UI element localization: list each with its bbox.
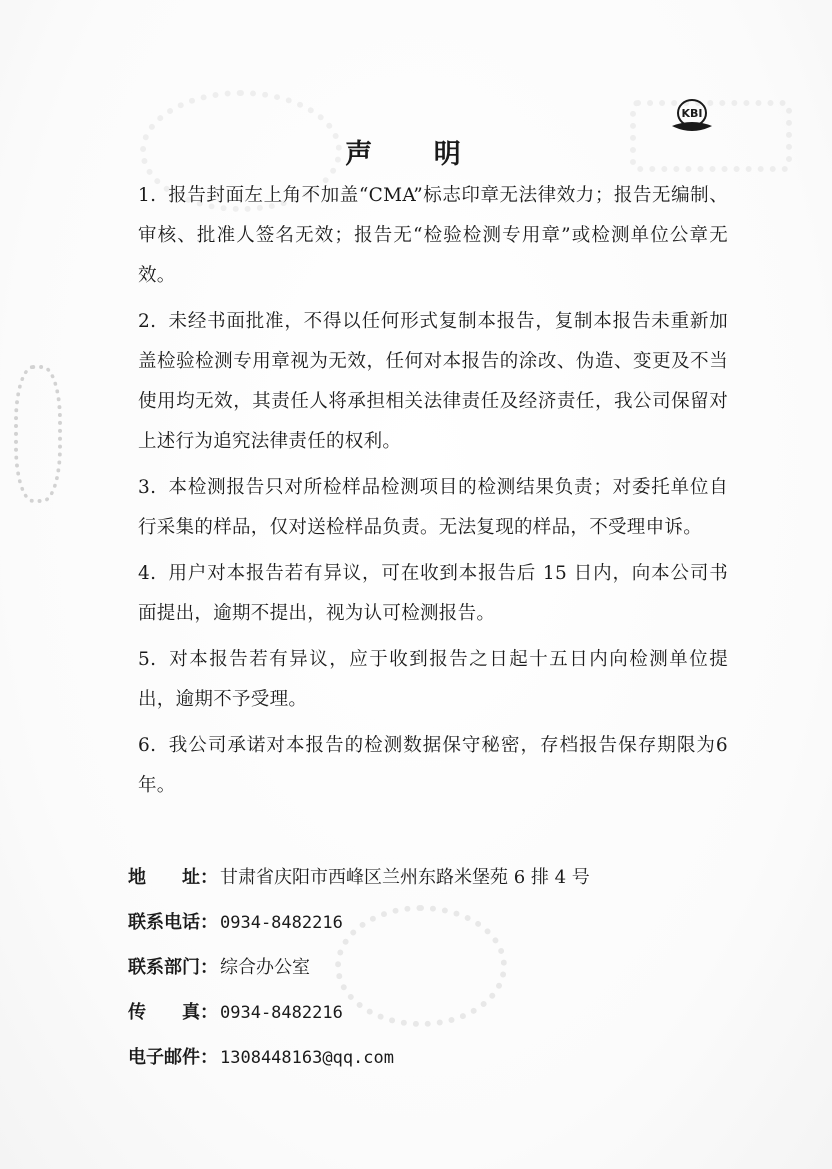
- address-value: 甘肃省庆阳市西峰区兰州东路米堡苑 6 排 4 号: [220, 867, 590, 888]
- statement-item: [138, 726, 728, 806]
- statement-text: 用户对本报告若有异议，可在收到本报告后 15 日内，向本公司书面提出，逾期不提出，视为认可检测报告。: [138, 563, 728, 624]
- address-row: [128, 855, 728, 900]
- contact-block: [128, 855, 728, 1080]
- phone-label: 联系电话：: [128, 912, 218, 933]
- statement-number: 2.: [138, 311, 157, 332]
- statement-text: 对本报告若有异议，应于收到报告之日起十五日内向检测单位提出，逾期不予受理。: [138, 649, 728, 710]
- statement-number: 5.: [138, 649, 157, 670]
- email-row: [128, 1035, 728, 1080]
- statement-item: [138, 302, 728, 462]
- department-row: [128, 945, 728, 990]
- department-value: 综合办公室: [220, 957, 310, 978]
- statement-number: 1.: [138, 185, 157, 206]
- department-label: 联系部门：: [128, 957, 218, 978]
- email-label: 电子邮件：: [128, 1047, 218, 1068]
- statement-text: 本检测报告只对所检样品检测项目的检测结果负责；对委托单位自行采集的样品，仅对送检样品负责。无法复现的样品，不受理申诉。: [138, 477, 728, 538]
- logo-text: KBI: [681, 107, 703, 120]
- fax-label: 传 真：: [128, 1002, 218, 1023]
- statement-text: 未经书面批准，不得以任何形式复制本报告，复制本报告未重新加盖检验检测专用章视为无效，任何对本报告的涂改、伪造、变更及不当使用均无效，其责任人将承担相关法律责任及经济责任，我公司保留对上述行为追究法律责任的权利。: [138, 311, 728, 452]
- company-logo-icon: [668, 96, 716, 136]
- statement-list: [138, 176, 728, 812]
- statement-item: [138, 554, 728, 634]
- address-label: 地 址：: [128, 867, 218, 888]
- scan-artifact: [14, 365, 62, 503]
- statement-number: 3.: [138, 477, 157, 498]
- email-value: 1308448163@qq.com: [220, 1048, 394, 1068]
- phone-value: 0934-8482216: [220, 913, 343, 933]
- statement-item: [138, 640, 728, 720]
- fax-value: 0934-8482216: [220, 1003, 343, 1023]
- document-title: 声 明: [345, 139, 487, 170]
- statement-number: 6.: [138, 735, 157, 756]
- phone-row: [128, 900, 728, 945]
- statement-item: [138, 176, 728, 296]
- statement-number: 4.: [138, 563, 157, 584]
- statement-text: 报告封面左上角不加盖“CMA”标志印章无法律效力；报告无编制、审核、批准人签名无效；报告无“检验检测专用章”或检测单位公章无效。: [138, 185, 728, 286]
- statement-text: 我公司承诺对本报告的检测数据保守秘密，存档报告保存期限为6年。: [138, 735, 728, 796]
- statement-item: [138, 468, 728, 548]
- fax-row: [128, 990, 728, 1035]
